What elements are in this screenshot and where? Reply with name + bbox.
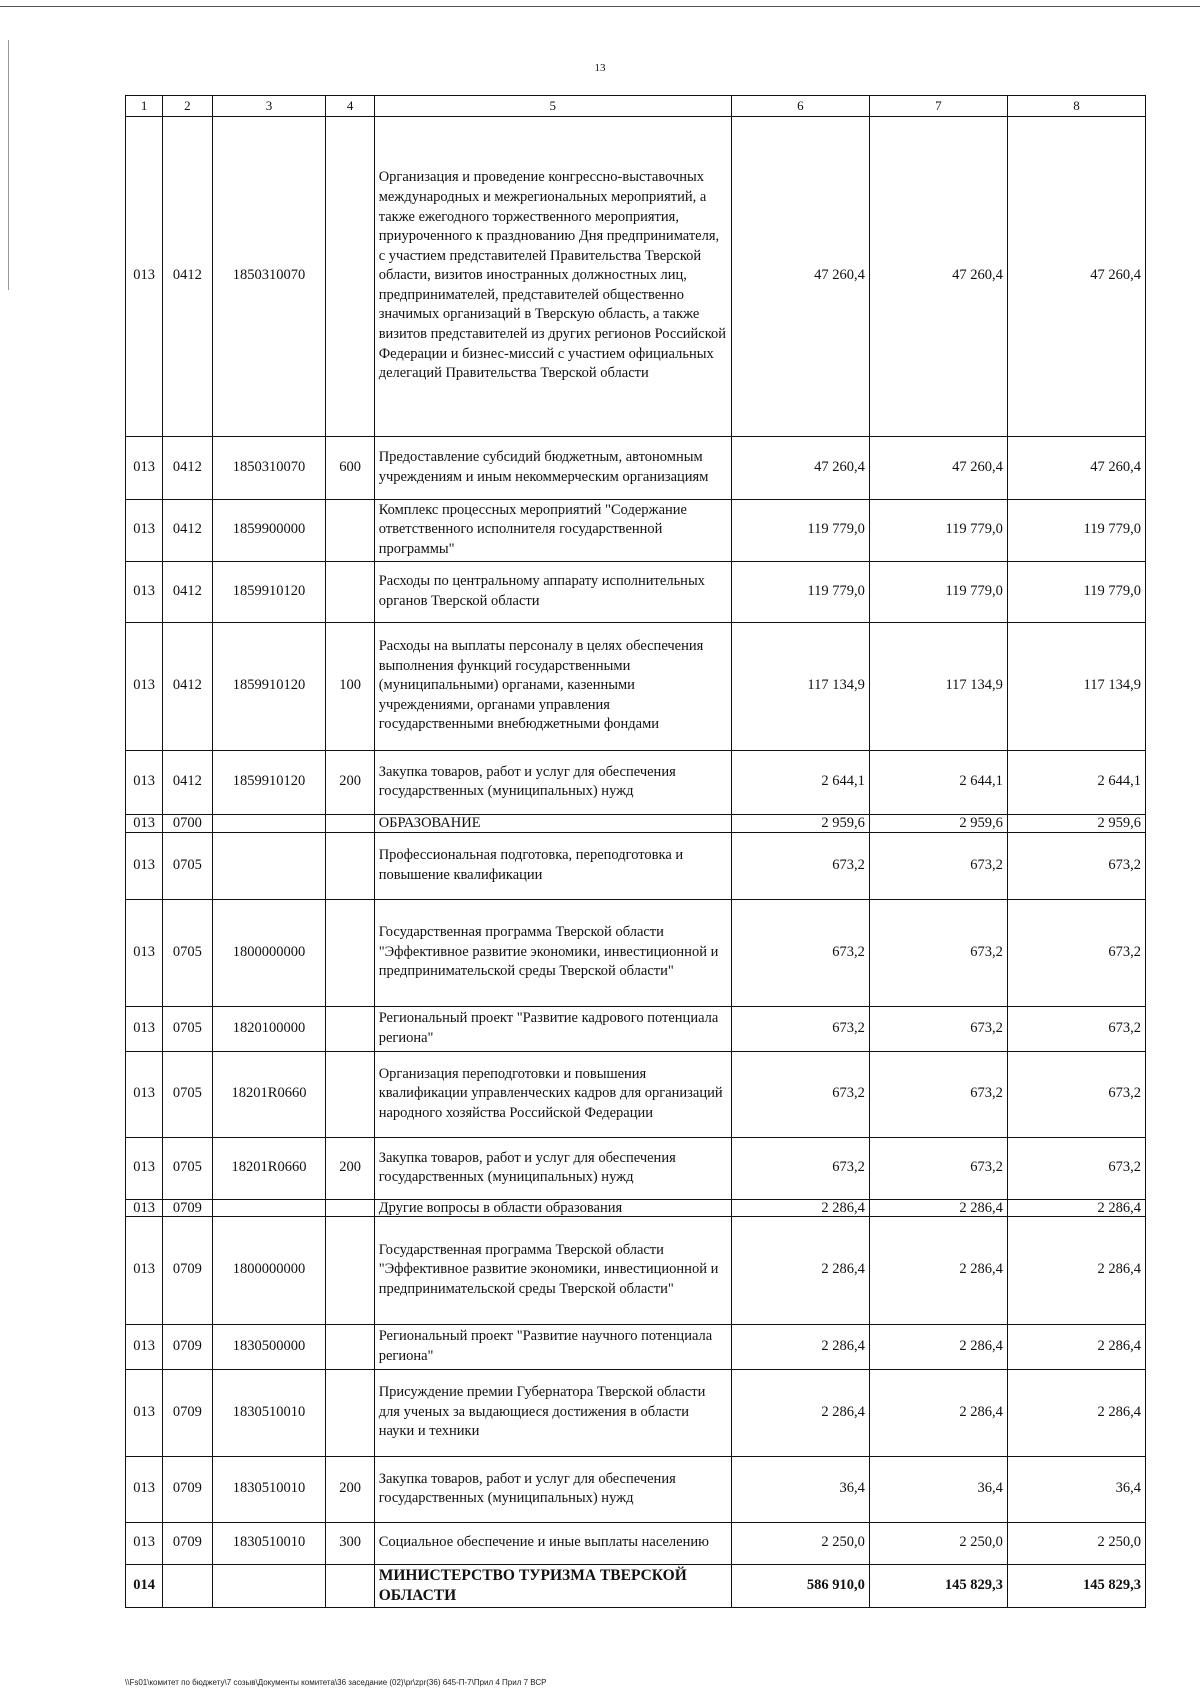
cell-amount-col6: 2 250,0 <box>731 1522 869 1564</box>
cell-expense-type <box>326 1006 374 1051</box>
column-header: 1 <box>126 96 163 117</box>
cell-expense-type <box>326 1324 374 1369</box>
table-row <box>126 1522 1146 1564</box>
cell-expense-type <box>326 499 374 561</box>
cell-section-code: 0709 <box>163 1324 212 1369</box>
cell-amount-col6: 2 286,4 <box>731 1199 869 1216</box>
cell-amount-col8: 673,2 <box>1007 832 1145 899</box>
cell-ministry-code: 013 <box>126 750 163 814</box>
table-row <box>126 116 1146 436</box>
table-row <box>126 436 1146 499</box>
cell-amount-col8: 673,2 <box>1007 1006 1145 1051</box>
cell-amount-col7: 117 134,9 <box>869 622 1007 750</box>
cell-ministry-code: 014 <box>126 1564 163 1607</box>
cell-amount-col6: 673,2 <box>731 899 869 1006</box>
cell-amount-col7: 2 286,4 <box>869 1369 1007 1456</box>
cell-amount-col7: 2 286,4 <box>869 1199 1007 1216</box>
footer-file-path: \\Fs01\комитет по бюджету\7 созыв\Документы комитета\36 заседание (02)\pr\zpr(36) 645-П-7\Прил 4 Прил 7 ВСР <box>125 1678 547 1687</box>
cell-amount-col8: 145 829,3 <box>1007 1564 1145 1607</box>
cell-description: Региональный проект "Развитие научного потенциала региона" <box>374 1324 731 1369</box>
cell-amount-col8: 117 134,9 <box>1007 622 1145 750</box>
cell-target-code: 1830510010 <box>212 1456 326 1522</box>
column-header: 8 <box>1007 96 1145 117</box>
cell-target-code: 1859910120 <box>212 561 326 622</box>
cell-expense-type: 200 <box>326 1137 374 1199</box>
cell-section-code: 0709 <box>163 1199 212 1216</box>
cell-amount-col7: 673,2 <box>869 1051 1007 1137</box>
cell-section-code: 0705 <box>163 1006 212 1051</box>
cell-ministry-code: 013 <box>126 1006 163 1051</box>
cell-ministry-code: 013 <box>126 622 163 750</box>
table-row <box>126 1051 1146 1137</box>
cell-amount-col8: 2 286,4 <box>1007 1324 1145 1369</box>
cell-target-code: 1830500000 <box>212 1324 326 1369</box>
cell-description: Комплекс процессных мероприятий "Содержание ответственного исполнителя государственной программы" <box>374 499 731 561</box>
cell-section-code: 0705 <box>163 1137 212 1199</box>
cell-section-code: 0700 <box>163 814 212 832</box>
cell-amount-col7: 2 644,1 <box>869 750 1007 814</box>
cell-amount-col7: 2 286,4 <box>869 1216 1007 1324</box>
cell-amount-col8: 36,4 <box>1007 1456 1145 1522</box>
cell-amount-col6: 673,2 <box>731 832 869 899</box>
cell-section-code: 0412 <box>163 561 212 622</box>
cell-ministry-code: 013 <box>126 1324 163 1369</box>
table-row <box>126 1324 1146 1369</box>
cell-description: Региональный проект "Развитие кадрового потенциала региона" <box>374 1006 731 1051</box>
cell-ministry-code: 013 <box>126 499 163 561</box>
cell-ministry-code: 013 <box>126 116 163 436</box>
margin-mark <box>8 40 9 290</box>
column-header: 5 <box>374 96 731 117</box>
cell-expense-type <box>326 1369 374 1456</box>
cell-amount-col6: 36,4 <box>731 1456 869 1522</box>
column-header: 7 <box>869 96 1007 117</box>
cell-description: Расходы на выплаты персоналу в целях обеспечения выполнения функций государственными (муниципальными) органами, казенными учреждениями, органами управления государственными внебюджетными фондами <box>374 622 731 750</box>
cell-target-code: 1859900000 <box>212 499 326 561</box>
cell-amount-col7: 36,4 <box>869 1456 1007 1522</box>
cell-description: Организация переподготовки и повышения квалификации управленческих кадров для организаций народного хозяйства Российской Федерации <box>374 1051 731 1137</box>
cell-target-code <box>212 814 326 832</box>
cell-ministry-code: 013 <box>126 1051 163 1137</box>
cell-amount-col7: 119 779,0 <box>869 561 1007 622</box>
cell-amount-col7: 673,2 <box>869 1006 1007 1051</box>
cell-section-code: 0412 <box>163 750 212 814</box>
cell-amount-col6: 2 959,6 <box>731 814 869 832</box>
cell-target-code: 18201R0660 <box>212 1051 326 1137</box>
cell-expense-type <box>326 1199 374 1216</box>
table-row <box>126 1564 1146 1607</box>
cell-target-code: 1830510010 <box>212 1369 326 1456</box>
cell-target-code: 1859910120 <box>212 622 326 750</box>
cell-amount-col7: 47 260,4 <box>869 116 1007 436</box>
cell-ministry-code: 013 <box>126 1522 163 1564</box>
page-number: 13 <box>594 62 606 74</box>
table-row <box>126 1369 1146 1456</box>
table-row <box>126 1199 1146 1216</box>
budget-table <box>125 95 1146 1608</box>
cell-description: Предоставление субсидий бюджетным, автономным учреждениям и иным некоммерческим организациям <box>374 436 731 499</box>
cell-ministry-code: 013 <box>126 436 163 499</box>
cell-description: Другие вопросы в области образования <box>374 1199 731 1216</box>
cell-ministry-code: 013 <box>126 1369 163 1456</box>
cell-section-code: 0705 <box>163 832 212 899</box>
cell-amount-col8: 2 644,1 <box>1007 750 1145 814</box>
cell-amount-col8: 2 286,4 <box>1007 1369 1145 1456</box>
cell-target-code: 1830510010 <box>212 1522 326 1564</box>
cell-target-code: 1859910120 <box>212 750 326 814</box>
cell-description: Закупка товаров, работ и услуг для обеспечения государственных (муниципальных) нужд <box>374 1456 731 1522</box>
cell-target-code <box>212 832 326 899</box>
table-row <box>126 832 1146 899</box>
cell-amount-col6: 119 779,0 <box>731 499 869 561</box>
cell-section-code: 0709 <box>163 1369 212 1456</box>
cell-description: МИНИСТЕРСТВО ТУРИЗМА ТВЕРСКОЙ ОБЛАСТИ <box>374 1564 731 1607</box>
table-row <box>126 1006 1146 1051</box>
cell-expense-type: 100 <box>326 622 374 750</box>
cell-section-code: 0412 <box>163 499 212 561</box>
cell-amount-col8: 119 779,0 <box>1007 561 1145 622</box>
cell-description: Расходы по центральному аппарату исполнительных органов Тверской области <box>374 561 731 622</box>
cell-description: Социальное обеспечение и иные выплаты населению <box>374 1522 731 1564</box>
cell-expense-type <box>326 899 374 1006</box>
cell-amount-col8: 673,2 <box>1007 1137 1145 1199</box>
cell-section-code: 0412 <box>163 116 212 436</box>
cell-description: Государственная программа Тверской области "Эффективное развитие экономики, инвестиционной и предпринимательской среды Тверской области" <box>374 1216 731 1324</box>
cell-ministry-code: 013 <box>126 1137 163 1199</box>
cell-amount-col6: 2 286,4 <box>731 1324 869 1369</box>
cell-ministry-code: 013 <box>126 899 163 1006</box>
cell-section-code: 0709 <box>163 1216 212 1324</box>
cell-target-code: 1800000000 <box>212 899 326 1006</box>
table-row <box>126 622 1146 750</box>
cell-section-code: 0705 <box>163 899 212 1006</box>
cell-amount-col6: 586 910,0 <box>731 1564 869 1607</box>
cell-expense-type <box>326 1216 374 1324</box>
cell-ministry-code: 013 <box>126 1456 163 1522</box>
cell-amount-col8: 47 260,4 <box>1007 436 1145 499</box>
table-row <box>126 750 1146 814</box>
cell-amount-col6: 47 260,4 <box>731 116 869 436</box>
cell-amount-col6: 117 134,9 <box>731 622 869 750</box>
cell-amount-col6: 673,2 <box>731 1006 869 1051</box>
cell-amount-col7: 2 286,4 <box>869 1324 1007 1369</box>
cell-section-code <box>163 1564 212 1607</box>
cell-expense-type <box>326 1564 374 1607</box>
table-row <box>126 1137 1146 1199</box>
cell-expense-type <box>326 1051 374 1137</box>
cell-expense-type <box>326 832 374 899</box>
cell-amount-col8: 673,2 <box>1007 1051 1145 1137</box>
cell-amount-col7: 2 250,0 <box>869 1522 1007 1564</box>
table-row <box>126 814 1146 832</box>
cell-expense-type: 600 <box>326 436 374 499</box>
cell-expense-type <box>326 116 374 436</box>
cell-description: Организация и проведение конгрессно-выставочных международных и межрегиональных мероприятий, а также ежегодного торжественного мероприятия, приуроченного к празднованию Дня предпринимателя, с участием представителей Правительства Тверской области, визитов иностранных должностных лиц, предпринимателей, представителей общественно значимых организаций в Тверскую область, а также визитов представителей из других регионов Российской Федерации и бизнес-миссий с участием официальных делегаций Правительства Тверской области <box>374 116 731 436</box>
cell-amount-col8: 47 260,4 <box>1007 116 1145 436</box>
cell-amount-col7: 673,2 <box>869 1137 1007 1199</box>
cell-amount-col8: 119 779,0 <box>1007 499 1145 561</box>
cell-expense-type: 200 <box>326 750 374 814</box>
cell-amount-col7: 673,2 <box>869 899 1007 1006</box>
table-row <box>126 899 1146 1006</box>
table-row <box>126 1456 1146 1522</box>
cell-target-code: 1800000000 <box>212 1216 326 1324</box>
cell-target-code <box>212 1564 326 1607</box>
cell-section-code: 0705 <box>163 1051 212 1137</box>
cell-section-code: 0412 <box>163 436 212 499</box>
cell-ministry-code: 013 <box>126 561 163 622</box>
cell-description: Присуждение премии Губернатора Тверской области для ученых за выдающиеся достижения в области науки и техники <box>374 1369 731 1456</box>
cell-section-code: 0709 <box>163 1522 212 1564</box>
cell-expense-type: 200 <box>326 1456 374 1522</box>
column-header: 3 <box>212 96 326 117</box>
cell-amount-col6: 2 286,4 <box>731 1369 869 1456</box>
cell-amount-col7: 119 779,0 <box>869 499 1007 561</box>
cell-amount-col6: 673,2 <box>731 1137 869 1199</box>
table-row <box>126 499 1146 561</box>
cell-amount-col8: 2 286,4 <box>1007 1199 1145 1216</box>
cell-target-code: 18201R0660 <box>212 1137 326 1199</box>
cell-description: Государственная программа Тверской области "Эффективное развитие экономики, инвестиционной и предпринимательской среды Тверской области" <box>374 899 731 1006</box>
cell-target-code <box>212 1199 326 1216</box>
cell-description: Профессиональная подготовка, переподготовка и повышение квалификации <box>374 832 731 899</box>
cell-expense-type <box>326 814 374 832</box>
cell-amount-col8: 2 286,4 <box>1007 1216 1145 1324</box>
cell-amount-col6: 47 260,4 <box>731 436 869 499</box>
cell-section-code: 0709 <box>163 1456 212 1522</box>
cell-amount-col7: 2 959,6 <box>869 814 1007 832</box>
cell-amount-col7: 673,2 <box>869 832 1007 899</box>
cell-amount-col7: 47 260,4 <box>869 436 1007 499</box>
table-row <box>126 561 1146 622</box>
cell-ministry-code: 013 <box>126 814 163 832</box>
cell-amount-col6: 673,2 <box>731 1051 869 1137</box>
cell-description: Закупка товаров, работ и услуг для обеспечения государственных (муниципальных) нужд <box>374 1137 731 1199</box>
cell-amount-col8: 2 250,0 <box>1007 1522 1145 1564</box>
cell-amount-col6: 2 644,1 <box>731 750 869 814</box>
cell-amount-col6: 2 286,4 <box>731 1216 869 1324</box>
table-header-row <box>126 96 1146 117</box>
cell-expense-type: 300 <box>326 1522 374 1564</box>
cell-amount-col8: 673,2 <box>1007 899 1145 1006</box>
cell-expense-type <box>326 561 374 622</box>
column-header: 6 <box>731 96 869 117</box>
cell-target-code: 1820100000 <box>212 1006 326 1051</box>
cell-amount-col7: 145 829,3 <box>869 1564 1007 1607</box>
cell-section-code: 0412 <box>163 622 212 750</box>
cell-amount-col8: 2 959,6 <box>1007 814 1145 832</box>
cell-ministry-code: 013 <box>126 1199 163 1216</box>
column-header: 2 <box>163 96 212 117</box>
top-rule <box>0 6 1200 7</box>
cell-ministry-code: 013 <box>126 1216 163 1324</box>
cell-description: Закупка товаров, работ и услуг для обеспечения государственных (муниципальных) нужд <box>374 750 731 814</box>
cell-amount-col6: 119 779,0 <box>731 561 869 622</box>
column-header: 4 <box>326 96 374 117</box>
cell-target-code: 1850310070 <box>212 436 326 499</box>
cell-description: ОБРАЗОВАНИЕ <box>374 814 731 832</box>
cell-target-code: 1850310070 <box>212 116 326 436</box>
table-row <box>126 1216 1146 1324</box>
cell-ministry-code: 013 <box>126 832 163 899</box>
